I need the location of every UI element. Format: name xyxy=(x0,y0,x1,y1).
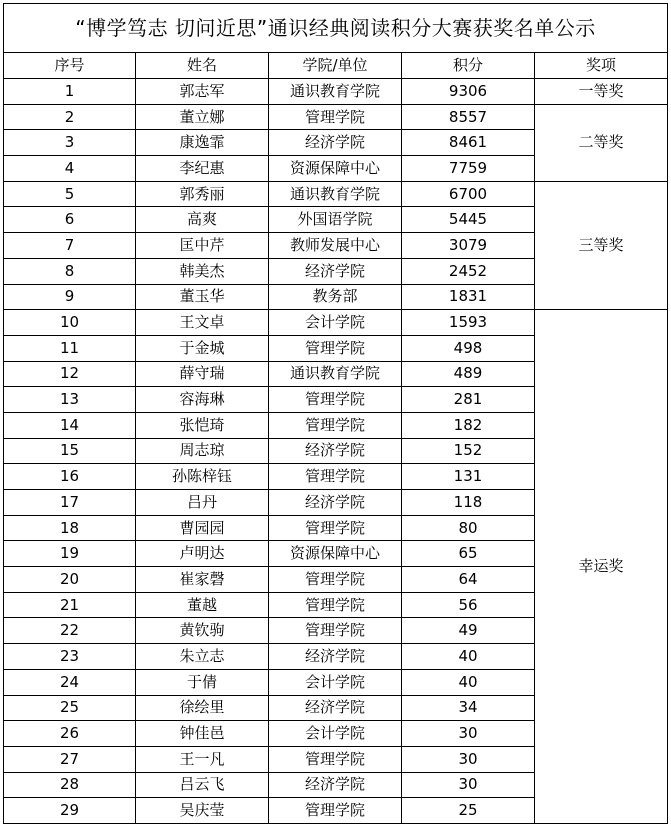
cell-index: 28 xyxy=(4,772,136,798)
cell-index: 26 xyxy=(4,721,136,747)
cell-unit: 资源保障中心 xyxy=(269,541,402,567)
cell-index: 17 xyxy=(4,490,136,516)
cell-name: 董立娜 xyxy=(136,104,269,130)
cell-score: 1831 xyxy=(402,284,535,310)
cell-score: 40 xyxy=(402,669,535,695)
cell-name: 容海琳 xyxy=(136,387,269,413)
cell-name: 董越 xyxy=(136,592,269,618)
cell-score: 8557 xyxy=(402,104,535,130)
cell-unit: 经济学院 xyxy=(269,695,402,721)
cell-name: 李纪惠 xyxy=(136,156,269,182)
cell-name: 孙陈梓钰 xyxy=(136,464,269,490)
cell-name: 徐绘里 xyxy=(136,695,269,721)
cell-unit: 管理学院 xyxy=(269,387,402,413)
cell-award: 一等奖 xyxy=(535,79,668,105)
cell-name: 张恺琦 xyxy=(136,412,269,438)
cell-unit: 资源保障中心 xyxy=(269,156,402,182)
cell-score: 7759 xyxy=(402,156,535,182)
header-row xyxy=(4,53,668,79)
cell-score: 49 xyxy=(402,618,535,644)
cell-index: 22 xyxy=(4,618,136,644)
cell-score: 1593 xyxy=(402,310,535,336)
cell-index: 4 xyxy=(4,156,136,182)
cell-name: 钟佳邑 xyxy=(136,721,269,747)
cell-score: 8461 xyxy=(402,130,535,156)
cell-unit: 通识教育学院 xyxy=(269,79,402,105)
cell-score: 6700 xyxy=(402,181,535,207)
cell-unit: 通识教育学院 xyxy=(269,181,402,207)
cell-name: 于倩 xyxy=(136,669,269,695)
cell-index: 16 xyxy=(4,464,136,490)
cell-name: 王文卓 xyxy=(136,310,269,336)
cell-score: 498 xyxy=(402,335,535,361)
cell-unit: 经济学院 xyxy=(269,258,402,284)
cell-score: 3079 xyxy=(402,233,535,259)
table-row xyxy=(4,79,668,105)
cell-name: 高爽 xyxy=(136,207,269,233)
cell-index: 3 xyxy=(4,130,136,156)
cell-index: 11 xyxy=(4,335,136,361)
header-score: 积分 xyxy=(402,53,535,79)
cell-award: 幸运奖 xyxy=(535,310,668,824)
cell-score: 30 xyxy=(402,746,535,772)
cell-index: 21 xyxy=(4,592,136,618)
cell-name: 郭秀丽 xyxy=(136,181,269,207)
cell-unit: 外国语学院 xyxy=(269,207,402,233)
cell-unit: 管理学院 xyxy=(269,567,402,593)
cell-score: 281 xyxy=(402,387,535,413)
cell-index: 7 xyxy=(4,233,136,259)
cell-index: 2 xyxy=(4,104,136,130)
cell-score: 56 xyxy=(402,592,535,618)
cell-name: 薛守瑞 xyxy=(136,361,269,387)
cell-score: 34 xyxy=(402,695,535,721)
cell-score: 30 xyxy=(402,721,535,747)
cell-unit: 会计学院 xyxy=(269,310,402,336)
table-row xyxy=(4,310,668,336)
cell-index: 5 xyxy=(4,181,136,207)
cell-name: 韩美杰 xyxy=(136,258,269,284)
cell-name: 吕云飞 xyxy=(136,772,269,798)
cell-index: 9 xyxy=(4,284,136,310)
cell-index: 8 xyxy=(4,258,136,284)
cell-index: 19 xyxy=(4,541,136,567)
award-list-sheet xyxy=(3,3,667,824)
header-name: 姓名 xyxy=(136,53,269,79)
cell-score: 64 xyxy=(402,567,535,593)
cell-unit: 管理学院 xyxy=(269,515,402,541)
cell-name: 王一凡 xyxy=(136,746,269,772)
cell-score: 25 xyxy=(402,798,535,824)
cell-unit: 经济学院 xyxy=(269,438,402,464)
cell-score: 2452 xyxy=(402,258,535,284)
cell-unit: 管理学院 xyxy=(269,104,402,130)
cell-name: 朱立志 xyxy=(136,644,269,670)
cell-score: 5445 xyxy=(402,207,535,233)
cell-unit: 管理学院 xyxy=(269,746,402,772)
cell-score: 9306 xyxy=(402,79,535,105)
cell-score: 131 xyxy=(402,464,535,490)
cell-name: 康逸霏 xyxy=(136,130,269,156)
cell-unit: 管理学院 xyxy=(269,335,402,361)
cell-index: 6 xyxy=(4,207,136,233)
cell-index: 13 xyxy=(4,387,136,413)
cell-name: 匡中芹 xyxy=(136,233,269,259)
cell-score: 152 xyxy=(402,438,535,464)
cell-unit: 教务部 xyxy=(269,284,402,310)
cell-score: 40 xyxy=(402,644,535,670)
cell-name: 吕丹 xyxy=(136,490,269,516)
cell-index: 27 xyxy=(4,746,136,772)
cell-name: 崔家磬 xyxy=(136,567,269,593)
cell-index: 14 xyxy=(4,412,136,438)
cell-unit: 会计学院 xyxy=(269,669,402,695)
cell-score: 182 xyxy=(402,412,535,438)
header-award: 奖项 xyxy=(535,53,668,79)
table-row xyxy=(4,181,668,207)
cell-index: 20 xyxy=(4,567,136,593)
cell-name: 董玉华 xyxy=(136,284,269,310)
cell-unit: 管理学院 xyxy=(269,464,402,490)
cell-score: 30 xyxy=(402,772,535,798)
cell-unit: 经济学院 xyxy=(269,490,402,516)
cell-score: 80 xyxy=(402,515,535,541)
cell-unit: 会计学院 xyxy=(269,721,402,747)
cell-unit: 管理学院 xyxy=(269,798,402,824)
cell-index: 29 xyxy=(4,798,136,824)
award-list-table xyxy=(3,3,668,824)
cell-index: 10 xyxy=(4,310,136,336)
cell-index: 15 xyxy=(4,438,136,464)
cell-unit: 经济学院 xyxy=(269,644,402,670)
cell-award: 二等奖 xyxy=(535,104,668,181)
cell-name: 郭志军 xyxy=(136,79,269,105)
cell-score: 489 xyxy=(402,361,535,387)
cell-index: 24 xyxy=(4,669,136,695)
cell-unit: 管理学院 xyxy=(269,592,402,618)
cell-unit: 通识教育学院 xyxy=(269,361,402,387)
cell-index: 1 xyxy=(4,79,136,105)
title-row xyxy=(4,4,668,53)
cell-unit: 经济学院 xyxy=(269,772,402,798)
cell-index: 25 xyxy=(4,695,136,721)
page-title: “博学笃志 切问近思”通识经典阅读积分大赛获奖名单公示 xyxy=(4,4,668,53)
cell-score: 118 xyxy=(402,490,535,516)
cell-name: 周志琼 xyxy=(136,438,269,464)
cell-name: 吴庆莹 xyxy=(136,798,269,824)
cell-unit: 教师发展中心 xyxy=(269,233,402,259)
cell-score: 65 xyxy=(402,541,535,567)
cell-index: 23 xyxy=(4,644,136,670)
header-unit: 学院/单位 xyxy=(269,53,402,79)
cell-name: 曹园园 xyxy=(136,515,269,541)
header-index: 序号 xyxy=(4,53,136,79)
cell-index: 18 xyxy=(4,515,136,541)
cell-unit: 经济学院 xyxy=(269,130,402,156)
cell-name: 黄钦驹 xyxy=(136,618,269,644)
cell-unit: 管理学院 xyxy=(269,412,402,438)
cell-award: 三等奖 xyxy=(535,181,668,309)
cell-name: 卢明达 xyxy=(136,541,269,567)
cell-index: 12 xyxy=(4,361,136,387)
cell-unit: 管理学院 xyxy=(269,618,402,644)
table-row xyxy=(4,104,668,130)
cell-name: 于金城 xyxy=(136,335,269,361)
